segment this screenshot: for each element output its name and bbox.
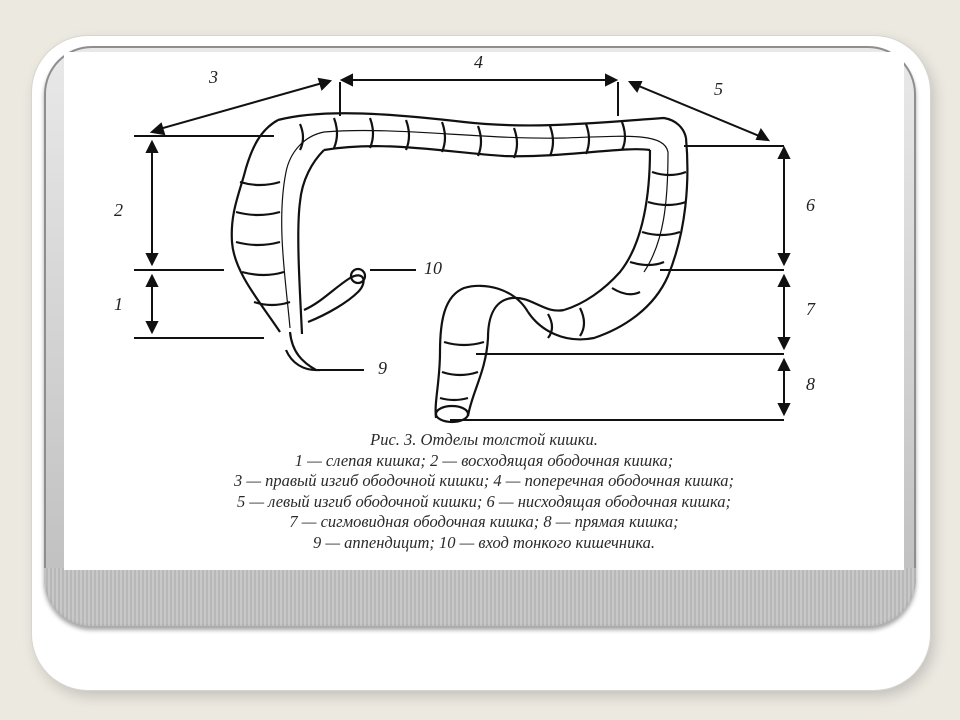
label-10: 10 — [424, 258, 442, 278]
colon-diagram — [64, 52, 904, 570]
caption-line: 3 — правый изгиб ободочной кишки; 4 — поперечная ободочная кишка; — [233, 471, 735, 490]
caption-line: 1 — слепая кишка; 2 — восходящая ободочная кишка; — [294, 450, 674, 470]
label-4: 4 — [474, 52, 483, 72]
label-5: 5 — [714, 79, 723, 99]
label-7: 7 — [806, 299, 815, 319]
label-3: 3 — [209, 67, 218, 87]
colon-illustration — [64, 52, 904, 432]
caption-line: 5 — левый изгиб ободочной кишки; 6 — нисходящая ободочная кишка; — [236, 491, 732, 511]
figure-caption — [64, 430, 904, 553]
caption-line: 7 — сигмовидная ободочная кишка; 8 — прямая кишка; — [289, 512, 679, 531]
caption-title: Рис. 3. Отделы толстой кишки. — [370, 430, 598, 449]
caption-line: 9 — аппендицит; 10 — вход тонкого кишечника. — [312, 532, 656, 552]
label-8: 8 — [806, 374, 815, 394]
panel-footer-band — [44, 568, 916, 626]
label-1: 1 — [114, 294, 123, 314]
label-9: 9 — [378, 358, 387, 378]
label-2: 2 — [114, 200, 123, 220]
label-6: 6 — [806, 195, 815, 215]
colon-outline — [232, 113, 688, 422]
